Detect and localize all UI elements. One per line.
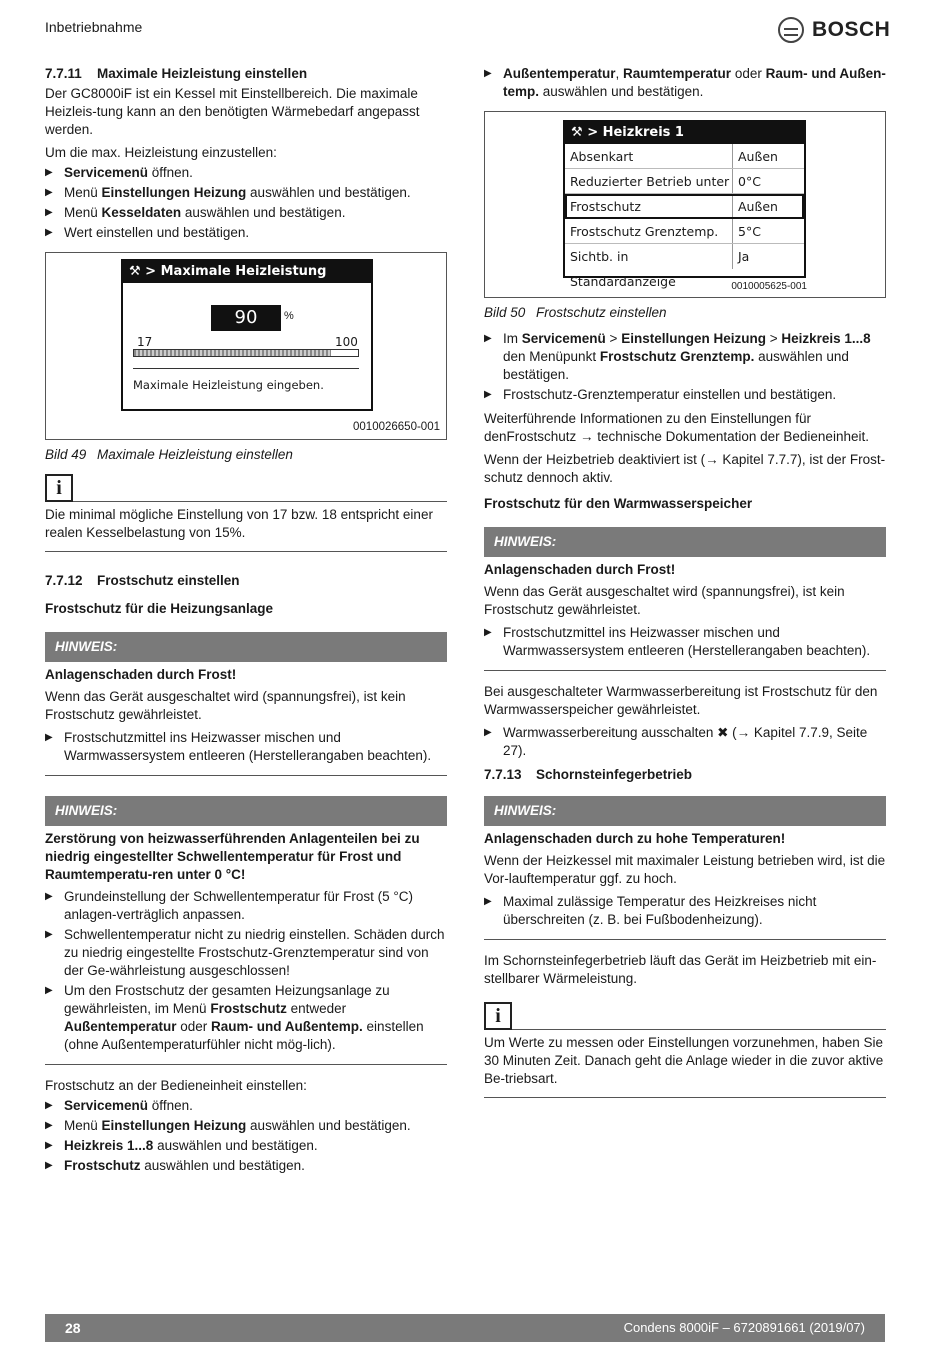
info-box bbox=[484, 1002, 886, 1098]
section-heading-7-7-11: 7.7.11 Maximale Heizleistung einstellen bbox=[45, 66, 308, 81]
notice-title: Anlagenschaden durch Frost! bbox=[45, 667, 237, 682]
step-arrow-icon: ▶ bbox=[484, 627, 492, 638]
paragraph: Weiterführende Informationen zu den Einstellungen für denFrostschutz → technische Dokumentation der Bedieneinheit. bbox=[484, 411, 869, 444]
footer-bar bbox=[45, 1314, 885, 1342]
step-arrow-icon: ▶ bbox=[45, 1140, 53, 1151]
step-item: ▶ Frostschutzmittel ins Heizwasser mischen und Warmwassersystem entleeren (Herstellerangaben beachten). bbox=[484, 625, 871, 658]
figure-50 bbox=[484, 111, 886, 298]
brand-name: BOSCH bbox=[812, 18, 891, 41]
step-item: ▶ Um den Frostschutz der gesamten Heizungsanlage zu gewährleisten, im Menü Frostschutz entweder Außentemperatur oder Raum- und Außentemp. einstellen (ohne Außentemperaturfühler nicht mög-lich). bbox=[45, 983, 424, 1052]
step-list bbox=[45, 1097, 447, 1175]
unit-label: % bbox=[284, 310, 294, 322]
step-item: ▶ Menü Einstellungen Heizung auswählen und bestätigen. bbox=[45, 1118, 411, 1133]
display-title-bar: ⚒ > Heizkreis 1 bbox=[565, 122, 804, 144]
notice-title: Anlagenschaden durch Frost! bbox=[484, 562, 676, 577]
range-min: 17 bbox=[137, 335, 153, 349]
info-box bbox=[45, 474, 447, 552]
notice-box bbox=[45, 796, 447, 1065]
step-item: ▶ Schwellentemperatur nicht zu niedrig einstellen. Schäden durch zu niedrig eingestellte Frostschutz-Grenztemperatur sind von der Ge-währleistung ausgeschlossen! bbox=[45, 927, 445, 978]
step-item: ▶ Menü Kesseldaten auswählen und bestätigen. bbox=[45, 205, 346, 220]
display-screen bbox=[121, 259, 373, 411]
step-item: ▶ Frostschutzmittel ins Heizwasser mischen und Warmwassersystem entleeren (Herstellerangaben beachten). bbox=[45, 730, 432, 763]
paragraph: Im Schornsteinfegerbetrieb läuft das Gerät im Heizbetrieb mit ein-stellbarer Wärmeleistung. bbox=[484, 953, 877, 986]
range-slider bbox=[133, 349, 359, 357]
notice-label: HINWEIS: bbox=[484, 796, 886, 826]
hot-water-off-icon: ✖ bbox=[717, 725, 729, 740]
paragraph: Bei ausgeschalteter Warmwasserbereitung ist Frostschutz für den Warmwasserspeicher gewährleistet. bbox=[484, 684, 878, 717]
figure-49 bbox=[45, 252, 447, 440]
step-item: ▶ Maximal zulässige Temperatur des Heizkreises nicht überschreiten (z. B. bei Fußbodenheizung). bbox=[484, 894, 817, 927]
subheading: Frostschutz für den Warmwasserspeicher bbox=[484, 496, 753, 511]
step-item: ▶ Im Servicemenü > Einstellungen Heizung > Heizkreis 1...8 den Menüpunkt Frostschutz Grenztemp. auswählen und bestätigen. bbox=[484, 331, 871, 382]
section-heading-7-7-12: 7.7.12 Frostschutz einstellen bbox=[45, 573, 240, 588]
step-arrow-icon: ▶ bbox=[484, 727, 492, 738]
step-list bbox=[45, 164, 447, 242]
step-arrow-icon: ▶ bbox=[45, 1100, 53, 1111]
notice-text: Wenn der Heizkessel mit maximaler Leistung betrieben wird, ist die Vor-lauftemperatur ggf. zu hoch. bbox=[484, 853, 886, 886]
step-list bbox=[484, 724, 886, 760]
display-hint: Maximale Heizleistung eingeben. bbox=[133, 378, 324, 392]
step-arrow-icon: ▶ bbox=[45, 187, 53, 198]
step-list bbox=[484, 65, 886, 101]
step-arrow-icon: ▶ bbox=[45, 1160, 53, 1171]
menu-row-frostschutz-grenztemp: Frostschutz Grenztemp. 5°C bbox=[565, 219, 804, 244]
value-box: 90 bbox=[211, 305, 281, 331]
left-column bbox=[45, 65, 447, 1181]
figure-caption: Bild 49 Maximale Heizleistung einstellen bbox=[45, 447, 293, 462]
right-column bbox=[484, 65, 886, 1106]
divider bbox=[133, 368, 359, 369]
notice-box bbox=[45, 632, 447, 776]
step-item: ▶ Warmwasserbereitung ausschalten ✖ (→ Kapitel 7.7.9, Seite 27). bbox=[484, 725, 868, 758]
paragraph: Wenn der Heizbetrieb deaktiviert ist (→ Kapitel 7.7.7), ist der Frost-schutz dennoch aktiv. bbox=[484, 452, 886, 485]
paragraph: Der GC8000iF ist ein Kessel mit Einstellbereich. Die maximale Heizleis-tung kann an den benötigten Wärmebedarf angepasst werden. bbox=[45, 86, 420, 137]
service-tool-icon: ⚒ bbox=[129, 264, 141, 279]
info-icon: i bbox=[484, 1002, 512, 1030]
service-tool-icon: ⚒ bbox=[571, 125, 583, 140]
step-arrow-icon: ▶ bbox=[45, 891, 53, 902]
step-item: ▶ Servicemenü öffnen. bbox=[45, 1098, 193, 1113]
step-arrow-icon: ▶ bbox=[484, 896, 492, 907]
step-arrow-icon: ▶ bbox=[45, 985, 53, 996]
step-item: ▶ Wert einstellen und bestätigen. bbox=[45, 225, 250, 240]
notice-label: HINWEIS: bbox=[484, 527, 886, 557]
step-arrow-icon: ▶ bbox=[484, 389, 492, 400]
notice-title: Anlagenschaden durch zu hohe Temperaturen! bbox=[484, 831, 786, 846]
step-arrow-icon: ▶ bbox=[484, 333, 492, 344]
notice-text: Wenn das Gerät ausgeschaltet wird (spannungsfrei), ist kein Frostschutz gewährleistet. bbox=[45, 689, 406, 722]
figure-caption: Bild 50 Frostschutz einstellen bbox=[484, 305, 667, 320]
page-number: 28 bbox=[65, 1320, 81, 1336]
step-arrow-icon: ▶ bbox=[45, 227, 53, 238]
menu-row-sichtbarkeit: Sichtb. in Standardanzeige Ja bbox=[565, 244, 804, 269]
step-item: ▶ Servicemenü öffnen. bbox=[45, 165, 193, 180]
info-text: Die minimal mögliche Einstellung von 17 bzw. 18 entspricht einer realen Kesselbelastung von 15%. bbox=[45, 507, 433, 540]
step-arrow-icon: ▶ bbox=[484, 68, 492, 79]
info-icon: i bbox=[45, 474, 73, 502]
menu-row-reduzierter-betrieb: Reduzierter Betrieb unter 0°C bbox=[565, 169, 804, 194]
notice-box bbox=[484, 527, 886, 671]
step-item: ▶ Außentemperatur, Raumtemperatur oder Raum- und Außen-temp. auswählen und bestätigen. bbox=[484, 66, 886, 99]
paragraph: Frostschutz an der Bedieneinheit einstellen: bbox=[45, 1078, 307, 1093]
section-heading-7-7-13: 7.7.13 Schornsteinfegerbetrieb bbox=[484, 767, 693, 782]
step-list bbox=[484, 330, 886, 404]
document-reference: Condens 8000iF – 6720891661 (2019/07) bbox=[623, 1320, 865, 1335]
display-title-bar: ⚒ > Maximale Heizleistung bbox=[123, 261, 371, 283]
step-arrow-icon: ▶ bbox=[45, 167, 53, 178]
step-arrow-icon: ▶ bbox=[45, 1120, 53, 1131]
notice-label: HINWEIS: bbox=[45, 796, 447, 826]
running-header-section: Inbetriebnahme bbox=[45, 19, 143, 35]
range-max: 100 bbox=[335, 335, 358, 349]
slider-fill bbox=[134, 350, 331, 356]
step-arrow-icon: ▶ bbox=[45, 929, 53, 940]
figure-code: 0010005625-001 bbox=[731, 281, 807, 292]
figure-code: 0010026650-001 bbox=[353, 421, 440, 433]
menu-row-absenkart: Absenkart Außen bbox=[565, 144, 804, 169]
brand-logo bbox=[778, 16, 890, 44]
paragraph: Um die max. Heizleistung einzustellen: bbox=[45, 145, 277, 160]
menu-row-frostschutz: Frostschutz Außen bbox=[565, 194, 804, 219]
step-item: ▶ Frostschutz auswählen und bestätigen. bbox=[45, 1158, 305, 1173]
step-item: ▶ Menü Einstellungen Heizung auswählen und bestätigen. bbox=[45, 185, 411, 200]
notice-label: HINWEIS: bbox=[45, 632, 447, 662]
step-arrow-icon: ▶ bbox=[45, 207, 53, 218]
info-text: Um Werte zu messen oder Einstellungen vorzunehmen, haben Sie 30 Minuten Zeit. Danach geht die Anlage wieder in die zuvor aktive Be-triebsart. bbox=[484, 1035, 884, 1086]
step-item: ▶ Frostschutz-Grenztemperatur einstellen und bestätigen. bbox=[484, 387, 837, 402]
step-item: ▶ Heizkreis 1...8 auswählen und bestätigen. bbox=[45, 1138, 318, 1153]
bosch-armature-icon bbox=[778, 17, 804, 43]
step-item: ▶ Grundeinstellung der Schwellentemperatur für Frost (5 °C) anlagen-verträglich anpassen. bbox=[45, 889, 414, 922]
step-arrow-icon: ▶ bbox=[45, 732, 53, 743]
notice-box bbox=[484, 796, 886, 940]
subheading: Frostschutz für die Heizungsanlage bbox=[45, 601, 274, 616]
notice-title: Zerstörung von heizwasserführenden Anlagenteilen bei zu niedrig eingestellter Schwellentemperatur für Frost und Raumtemperatu-ren unter 0 °C! bbox=[45, 831, 420, 882]
notice-text: Wenn das Gerät ausgeschaltet wird (spannungsfrei), ist kein Frostschutz gewährleistet. bbox=[484, 584, 845, 617]
